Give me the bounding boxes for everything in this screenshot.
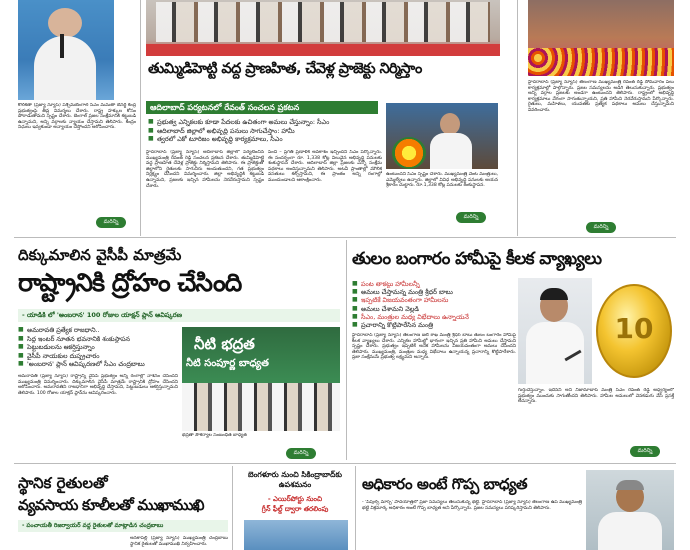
top-right-photo [528, 0, 674, 76]
story5-photo [244, 520, 348, 550]
more-button[interactable]: మరిన్ని [630, 446, 660, 457]
story2-photo [182, 327, 340, 431]
person-body-shape [430, 133, 472, 169]
story2-bullets [18, 326, 178, 369]
story6-body: - 'పీపుల్స్ మార్చ్' పాదయాత్రలో ప్రజా సమస్యలు తెలుసుకున్న భట్టి. హైదరాబాద్ (ప్రజ్యా న్యూస్) తెలంగాణ ఉప ముఖ్యమంత్రి భట్టి విక్రమార్క అధికారం అంటే గొప్ప బాధ్యత అని పేర్కొన్నారు. ప్రజల సమస్యలు పరిష్కరిస్తామని తెలిపారు. [362, 500, 582, 511]
more-button[interactable]: మరిన్ని [586, 222, 616, 233]
person-head-shape [440, 113, 460, 135]
column-divider [232, 466, 233, 550]
top-body-col1: హైదరాబాద్ (ప్రజ్యా న్యూస్) ఆదిలాబాద్ జిల్లాలో పర్యటించిన ముఖ్యమంత్రి రేవంత్ రెడ్డి సంచలన ప్రకటన చేశారు. తుమ్మిడిహెట్టి వద్ద ప్రాణహిత చేవెళ్ల ప్రాజెక్టు నిర్మిస్తామని తెలిపారు. ఈ ప్రాజెక్టుతో జిల్లాలోని రైతులకు సాగునీరు అందుతుందని, గత ప్రభుత్వం నిర్లక్ష్యం చేసిందని విమర్శించారు. జిల్లా అభివృద్ధికి కట్టుబడి ఉన్నామని, ప్రజలకు ఇచ్చిన హామీలను నెరవేరుస్తామని స్పష్టం చేశారు. [146, 150, 264, 189]
person-hair-shape [616, 480, 644, 490]
story4-body: అనకాపల్లి (ప్రజ్యా న్యూస్) ముఖ్యమంత్రి చంద్రబాబు స్థానిక రైతులతో ముఖాముఖి నిర్వహించారు. [130, 536, 228, 547]
story2-bullet: ■ సిద్ధ ఇంటర్ నూతన భవనానికి శంకుస్థాపన [18, 335, 178, 344]
story3-bullets [352, 280, 516, 329]
flowers-shape [528, 48, 674, 76]
revanth-photo [386, 103, 498, 169]
top-bullets [148, 118, 382, 144]
story3-bullet: ■ ప్రచారాన్ని కొట్టిపారేసిన మంత్రి [352, 321, 516, 329]
top-kicker: ఆదిలాబాద్ పర్యటనలో రేవంత్ సంచలన ప్రకటన [146, 101, 378, 114]
story3-body2: గుర్తుచేస్తున్నాం. ఇదేనని అని నిజామాబాద్ మంత్రి సీఎం రేవంత్ రెడ్డి ఆధ్వర్యంలో ప్రభుత్వం ముందుకు సాగుతోందని తెలిపారు. హామీల అమలులో వెనకడుగు వేసే ప్రసక్తే లేదన్నారు. [518, 388, 674, 405]
top-bullet: ■ ప్రభుత్వ ఎన్నికలకు కూడా పేదలకు ఉచితంగా అమలు చేస్తున్నాం: సీఎం [148, 118, 382, 127]
section-divider [14, 463, 676, 464]
microphone-icon [60, 34, 64, 58]
stage-red-carpet [146, 44, 500, 56]
banner-line2: నీటి సంపూర్ణ బాధ్యత [186, 358, 269, 369]
story3-bullet: ■ అమలు చేశామని వెల్లడి [352, 305, 516, 313]
column-divider [140, 0, 141, 236]
story3-bullet: ■ ఇప్పటికే విజయవంతంగా హామీలను [352, 296, 516, 304]
person-shape [48, 8, 82, 38]
flower-bouquet-shape [392, 137, 426, 169]
top-bullet: ■ త్వరలో ఎకో టూరిజం అభివృద్ధి కార్యక్రమాలు, సీఎం [148, 135, 382, 144]
story5-bullet2: గ్రీన్ ఫీల్డ్ ద్వారా తరలింపు [261, 505, 329, 513]
top-left-photo [18, 0, 114, 100]
story2-body: అమరావతి (ప్రజ్యా న్యూస్) రాష్ట్రాన్ని వైసీపీ ప్రభుత్వం అన్ని రంగాల్లో నాశనం చేసిందని ముఖ్యమంత్రి విమర్శించారు. దిక్కుమాలిన వైసీపీ మాత్రమే రాష్ట్రానికి ద్రోహం చేసిందని ఆరోపించారు. అమరావతిని రాజధానిగా అభివృద్ధి చేస్తామని, పెట్టుబడులు ఆకర్షిస్తున్నామని తెలిపారు. 100 రోజుల యాక్షన్ ప్లాన్‌ను ఆవిష్కరించారు. [18, 374, 178, 396]
person-hair-shape [540, 288, 568, 300]
right-col-text: హైదరాబాద్ (ప్రజ్యా న్యూస్) తెలంగాణ ముఖ్యమంత్రి రేవంత్ రెడ్డి సోమవారం పలు కార్యక్రమాల్లో పాల్గొన్నారు. ప్రజల సమస్యలను అడిగి తెలుసుకున్నారు. ప్రభుత్వం అన్ని వర్గాల ప్రజలకు అండగా ఉంటుందని తెలిపారు. రాష్ట్రంలో అభివృద్ధి కార్యక్రమాలు వేగంగా సాగుతున్నాయని, ప్రతి హామీని నెరవేరుస్తామని పేర్కొన్నారు. రైతులు, మహిళలు, యువతకు ప్రత్యేక పథకాలు అమలు చేస్తున్నామని వివరించారు. [528, 80, 674, 113]
minister-photo [518, 278, 592, 384]
left-col-text: కోల్‌కతా (ప్రజ్యా న్యూస్) పశ్చిమబెంగాల్ సీఎం మమతా బెనర్జీ కేంద్ర ప్రభుత్వంపై తీవ్ర విమర్శలు చేశారు. రాష్ట్ర హక్కుల కోసం పోరాడుతామని స్పష్టం చేశారు. బెంగాల్ ప్రజల సంక్షేమానికి కట్టుబడి ఉన్నామని, అన్ని వర్గాలకు న్యాయం చేస్తామని తెలిపారు. కేంద్రం నిధులు ఇవ్వకుండా అన్యాయం చేస్తోందని ఆరోపించారు. [18, 103, 136, 131]
top-body-col2: పెంచి – ప్రగతి ప్రణాళిక అవకాశం ఇచ్చిందని సీఎం పేర్కొన్నారు. ఈ సందర్భంగా రూ. 1,338 కోట్ల విలువైన అభివృద్ధి పనులకు శంకుస్థాపన చేశారు. ఆదిలాబాద్ జిల్లా ప్రజలకు ఎన్నో సంక్షేమ పథకాలు అందిస్తున్నామని తెలిపారు. అటవీ ప్రాంతాల్లో మౌలిక వసతులు కల్పిస్తామని, ఈ ప్రాంతం అన్ని రంగాల్లో ముందుండాలని ఆకాంక్షించారు. [268, 150, 382, 183]
top-center-photo [146, 0, 500, 56]
story6-headline[interactable]: అధికారం అంటే గొప్ప బాధ్యత [362, 475, 528, 493]
story2-bullet: ■ పెట్టుబడులను ఆకర్షిస్తున్నాం [18, 343, 178, 352]
story3-bullet: ■ సీఎం, మంత్రుల మధ్య విభేదాలు ఉన్నాయనే [352, 313, 516, 321]
story2-bullet: ■ వైసీపీ నాయకుల దుష్ప్రచారం [18, 352, 178, 361]
top-headline[interactable]: తుమ్మిడిహెట్టి వద్ద ప్రాణహిత, చేవెళ్ల ప్రాజెక్టు నిర్మిస్తాం [148, 61, 422, 77]
section-divider [14, 237, 676, 238]
column-divider [355, 466, 356, 550]
story2-kicker[interactable]: దిక్కుమాలిన వైసీపీ మాత్రమే [18, 246, 182, 264]
more-button[interactable]: మరిన్ని [96, 217, 126, 228]
story4-headline-line1[interactable]: స్థానిక రైతులతో [18, 474, 108, 492]
story2-subbar: - యాడికి లో 'అంబరాన' 100 రోజుల యాక్షన్ ప్లాన్ ఆవిష్కరణ [18, 309, 340, 322]
story2-bullet: ■ అమరావతి ప్రత్యేక రాజధాని.. [18, 326, 178, 335]
story3-headline[interactable]: తులం బంగారం హామీపై కీలక వ్యాఖ్యలు [352, 249, 602, 269]
story5-title[interactable]: బెంగళూరు నుంచి సికింద్రాబాద్‌కు ఉపశమనం [248, 470, 342, 489]
person-body-shape [34, 36, 96, 100]
story3-bullet: ■ పంట తాకట్టు హామీలన్నీ [352, 280, 516, 288]
stage-crowd-shape [156, 2, 490, 42]
column-divider [346, 240, 347, 460]
person-body-shape [598, 512, 662, 550]
story2-bullet: ■ 'అంబరాన' ప్లాన్ ఆవిష్కరణలో సీఎం చంద్రబాబు [18, 360, 178, 369]
photo-caption-right: ఉంటుందని సీఎం స్పష్టం చేశారు. ముఖ్యమంత్రి వెంట మంత్రులు, ఎమ్మెల్యేలు ఉన్నారు. జిల్లాలో వివిధ అభివృద్ధి పనులకు ఆయన శ్రీకారం చుట్టారు. రూ.1,338 కోట్ల పనులకు శంకుస్థాపన. [386, 172, 498, 189]
gold-coin-icon [596, 284, 672, 378]
story6-photo [586, 470, 674, 550]
top-bullet: ■ ఆదిలాబాద్ జిల్లాలో అభివృద్ధి పనులు సాగుచేస్తాం: హామీ [148, 127, 382, 136]
story3-body: హైదరాబాద్ (ప్రజ్యా న్యూస్) తెలంగాణ ఐటీ శాఖ మంత్రి శ్రీధర్ బాబు తులం బంగారం హామీపై కీలక వ్యాఖ్యలు చేశారు. ఎన్నికల హామీల్లో భాగంగా ఇచ్చిన ప్రతి హామీని అమలు చేస్తామని స్పష్టం చేశారు. ప్రభుత్వం ఇప్పటికే అనేక హామీలను విజయవంతంగా అమలు చేసిందని తెలిపారు. ముఖ్యమంత్రి, మంత్రుల మధ్య విభేదాలు ఉన్నాయన్న ప్రచారాన్ని కొట్టిపారేశారు. ప్రజా సంక్షేమమే ప్రభుత్వ లక్ష్యమని అన్నారు. [352, 333, 516, 361]
more-button[interactable]: మరిన్ని [286, 448, 316, 459]
column-divider [517, 0, 518, 236]
story3-bullet: ■ అమలు చేస్తామన్న మంత్రి శ్రీధర్ బాబు [352, 288, 516, 296]
story4-subbar: - పంచాయతీ రిజర్వాయర్ వద్ద రైతులతో మాట్లాడిన చంద్రబాబు [18, 520, 228, 532]
story2-headline[interactable]: రాష్ట్రానికి ద్రోహం చేసింది [18, 268, 242, 297]
story2-caption: భద్రతా సౌకర్యాల సంబంధిత బాధ్యత [182, 433, 247, 438]
coin-number: 10 [614, 312, 654, 345]
stage-people-shape [182, 383, 340, 431]
story4-headline-line2[interactable]: వ్యవసాయ కూలీలతో ముఖాముఖి [18, 496, 204, 514]
banner-line1: నీటి భద్రత [194, 335, 255, 353]
more-button[interactable]: మరిన్ని [456, 212, 486, 223]
story5-bullet1: - ఎయిర్‌పోర్టు నుంచి [267, 495, 323, 503]
